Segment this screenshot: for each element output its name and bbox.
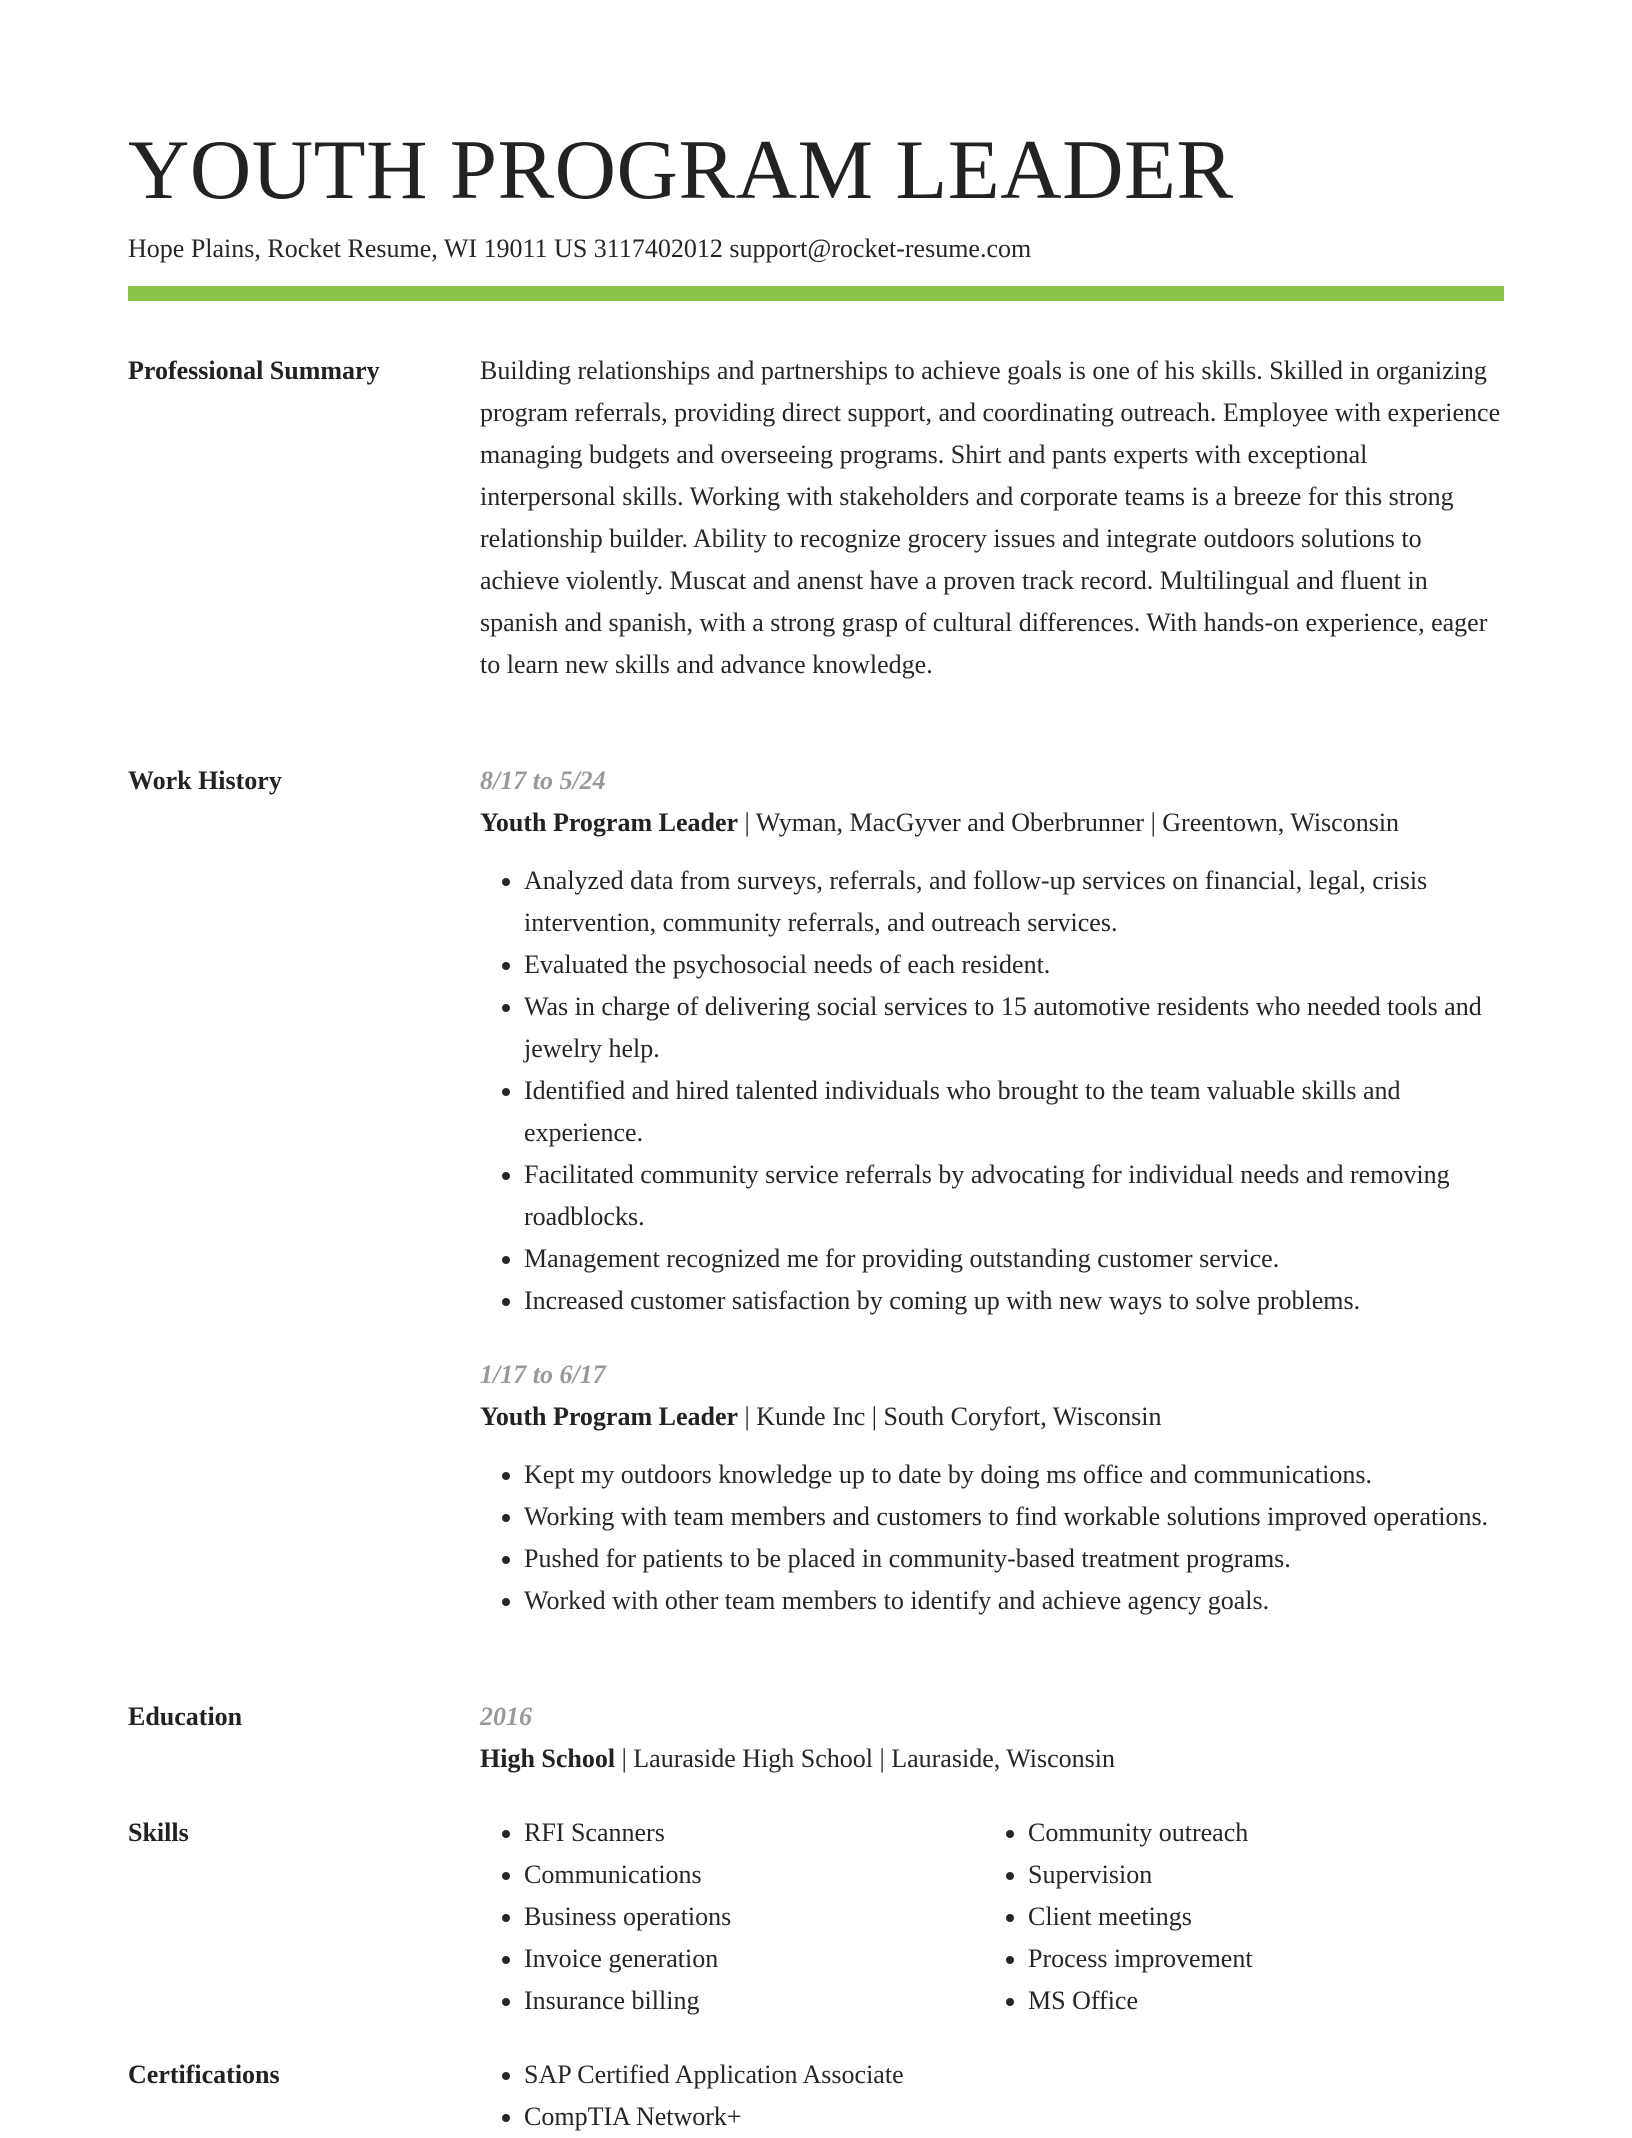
job-duty: • Worked with other team members to identify and achieve agency goals. [524,1580,1504,1622]
job-duty: • Evaluated the psychosocial needs of each resident. [524,944,1504,986]
skills-label: Skills [128,1818,189,1847]
work-history-section [480,760,1504,1622]
certifications-section [480,2054,1504,2138]
job-duties-list [480,1454,1504,1622]
job-employer-location: | Kunde Inc | South Coryfort, Wisconsin [738,1402,1162,1431]
job-duties-list [480,860,1504,1322]
job-dates: 1/17 to 6/17 [480,1360,606,1389]
education-school-location: | Lauraside High School | Lauraside, Wisconsin [615,1744,1115,1773]
job-heading [480,1396,1504,1438]
job-dates: 8/17 to 5/24 [480,766,606,795]
job-heading [480,802,1504,844]
job-title: Youth Program Leader [480,808,739,837]
job-title: Youth Program Leader [480,1402,739,1431]
education-section [480,1696,1504,1780]
summary-text: Building relationships and partnerships to achieve goals is one of his skills. Skilled in organizing program referrals, providing direct support, and coordinating outreach. Employee with experience managing budgets and overseeing programs. Shirt and pants experts with exceptional interpersonal skills. Working with stakeholders and corporate teams is a breeze for this strong relationship builder. Ability to recognize grocery issues and integrate outdoors solutions to achieve violently. Muscat and anenst have a proven track record. Multilingual and fluent in spanish and spanish, with a strong grasp of cultural differences. With hands-on experience, eager to learn new skills and advance knowledge. [480,356,1501,679]
job-duty: • Facilitated community service referrals by advocating for individual needs and removing roadblocks. [524,1154,1504,1238]
job-duty: • Kept my outdoors knowledge up to date by doing ms office and communications. [524,1454,1504,1496]
skill-item: • Supervision [1028,1854,1488,1896]
skill-item: • Client meetings [1028,1896,1488,1938]
skills-grid [480,1812,1504,2022]
certification-item: • CompTIA Network+ [524,2096,1504,2138]
skill-item: • Insurance billing [524,1980,984,2022]
certifications-list [480,2054,1504,2138]
skills-list-left [480,1812,984,2022]
certifications-label: Certifications [128,2060,280,2089]
skills-section [480,1812,1504,2022]
summary-label: Professional Summary [128,356,380,385]
skill-item: • Process improvement [1028,1938,1488,1980]
education-degree: High School [480,1744,616,1773]
skill-item: • Invoice generation [524,1938,984,1980]
education-heading [480,1738,1504,1780]
job-duty: • Identified and hired talented individuals who brought to the team valuable skills and experience. [524,1070,1504,1154]
job-duty: • Analyzed data from surveys, referrals, and follow-up services on financial, legal, crisis intervention, community referrals, and outreach services. [524,860,1504,944]
job-duty: • Was in charge of delivering social services to 15 automotive residents who needed tools and jewelry help. [524,986,1504,1070]
contact-line: Hope Plains, Rocket Resume, WI 19011 US 3117402012 support@rocket-resume.com [128,234,1032,263]
job-entry [480,1354,1504,1622]
job-employer-location: | Wyman, MacGyver and Oberbrunner | Greentown, Wisconsin [738,808,1400,837]
resume-page [128,0,1504,2131]
skill-item: • Communications [524,1854,984,1896]
skills-list-right [984,1812,1488,2022]
skill-item: • Community outreach [1028,1812,1488,1854]
skill-item: • MS Office [1028,1980,1488,2022]
job-duty: • Increased customer satisfaction by coming up with new ways to solve problems. [524,1280,1504,1322]
education-year: 2016 [480,1702,532,1731]
work-history-label: Work History [128,766,282,795]
skill-item: • Business operations [524,1896,984,1938]
certification-item: • SAP Certified Application Associate [524,2054,1504,2096]
job-duty: • Pushed for patients to be placed in community-based treatment programs. [524,1538,1504,1580]
resume-title: YOUTH PROGRAM LEADER [128,123,1234,217]
summary-section [480,350,1504,686]
job-entry [480,760,1504,1322]
job-duty: • Working with team members and customers to find workable solutions improved operations. [524,1496,1504,1538]
header-divider [128,286,1504,301]
skill-item: • RFI Scanners [524,1812,984,1854]
job-duty: • Management recognized me for providing outstanding customer service. [524,1238,1504,1280]
education-label: Education [128,1702,243,1731]
